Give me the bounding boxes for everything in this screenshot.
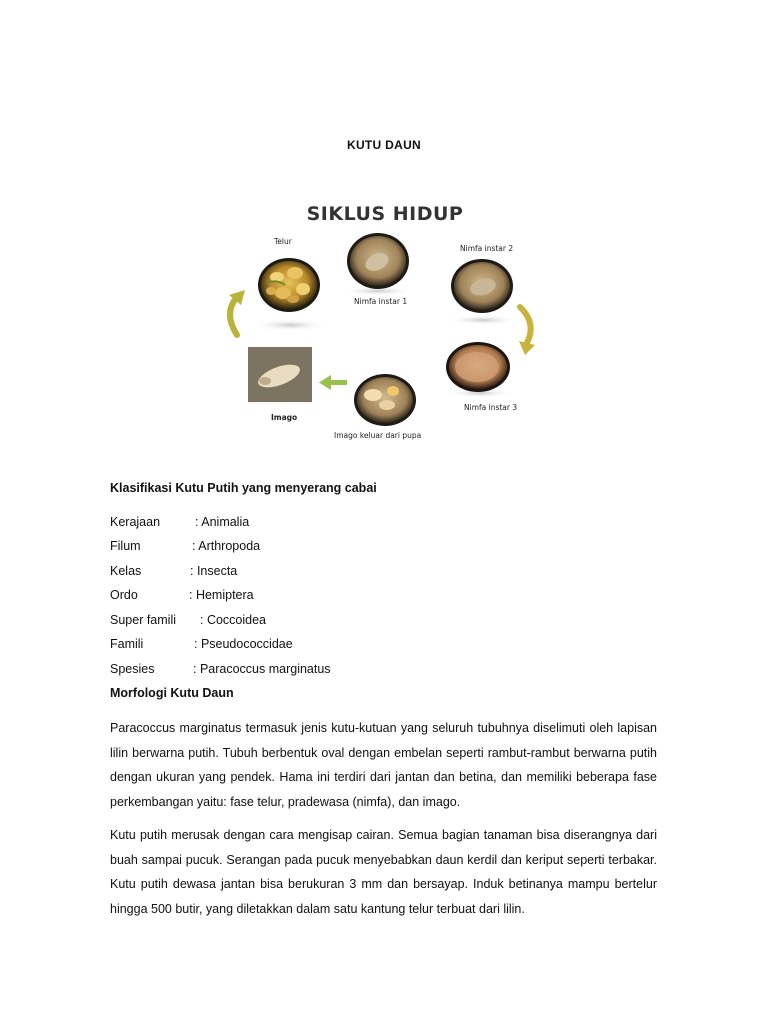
classification-value: : Insecta xyxy=(190,564,238,578)
classification-row xyxy=(110,637,510,657)
label-telur: Telur xyxy=(274,237,292,246)
classification-row xyxy=(110,564,510,584)
classification-heading: Klasifikasi Kutu Putih yang menyerang cabai xyxy=(110,481,377,495)
classification-key: Kelas xyxy=(110,564,142,578)
label-nimfa-instar-3: Nimfa instar 3 xyxy=(464,403,518,412)
adult-imago-image xyxy=(248,347,312,402)
label-imago: Imago xyxy=(271,413,298,422)
life-cycle-figure xyxy=(215,195,555,445)
cycle-arrow-bottom xyxy=(319,375,347,390)
classification-value: : Hemiptera xyxy=(189,588,254,602)
classification-row xyxy=(110,662,510,682)
cycle-arrow-left xyxy=(230,297,237,335)
label-nimfa-instar-2: Nimfa instar 2 xyxy=(460,244,514,253)
classification-key: Super famili xyxy=(110,613,176,627)
classification-row xyxy=(110,539,510,559)
classification-value: : Pseudococcidae xyxy=(194,637,293,651)
nymph2-shadow xyxy=(447,315,519,325)
classification-value: : Animalia xyxy=(195,515,250,529)
cycle-arrow-right-head xyxy=(519,341,535,355)
classification-row xyxy=(110,588,510,608)
egg-stage-image xyxy=(258,258,320,312)
classification-key: Kerajaan xyxy=(110,515,161,529)
classification-row xyxy=(110,613,510,633)
classification-value: : Paracoccus marginatus xyxy=(193,662,331,676)
page-title: KUTU DAUN xyxy=(346,138,422,152)
egg-shadow xyxy=(252,319,328,331)
nymph-instar-3-image xyxy=(446,342,510,392)
classification-value: : Arthropoda xyxy=(192,539,261,553)
classification-key: Famili xyxy=(110,637,144,651)
morphology-heading: Morfologi Kutu Daun xyxy=(110,686,234,700)
classification-key: Ordo xyxy=(110,588,138,602)
classification-value: : Coccoidea xyxy=(200,613,267,627)
label-imago-keluar: Imago keluar dari pupa xyxy=(334,431,422,440)
nymph-instar-1-image xyxy=(347,233,409,289)
figure-title: SIKLUS HIDUP xyxy=(306,203,464,225)
morphology-paragraph: Kutu putih merusak dengan cara mengisap cairan. Semua bagian tanaman bisa diserangnya dari buah sampai pucuk. Serangan pada pucuk menyebabkan daun kerdil dan keriput seperti terbakar. Kutu putih dewasa jantan bisa berukuran 3 mm dan bersayap. Induk betinanya mampu bertelur hingga 500 butir, yang diletakkan dalam satu kantung telur terbuat dari lilin. xyxy=(110,828,657,916)
classification-key: Filum xyxy=(110,539,141,553)
nymph-instar-2-image xyxy=(451,259,513,313)
adult-emerging-image xyxy=(354,374,416,426)
cycle-arrow-right xyxy=(520,307,531,343)
classification-key: Spesies xyxy=(110,662,155,676)
morphology-paragraph: Paracoccus marginatus termasuk jenis kutu-kutuan yang seluruh tubuhnya diselimuti oleh lapisan lilin berwarna putih. Tubuh berbentuk oval dengan embelan seperti rambut-rambut berwarna putih dengan ukuran yang pendek. Hama ini terdiri dari jantan dan betina, dan memiliki beberapa fase perkembangan yaitu: fase telur, pradewasa (nimfa), dan imago. xyxy=(110,721,657,809)
classification-row xyxy=(110,515,510,535)
label-nimfa-instar-1: Nimfa instar 1 xyxy=(354,297,408,306)
